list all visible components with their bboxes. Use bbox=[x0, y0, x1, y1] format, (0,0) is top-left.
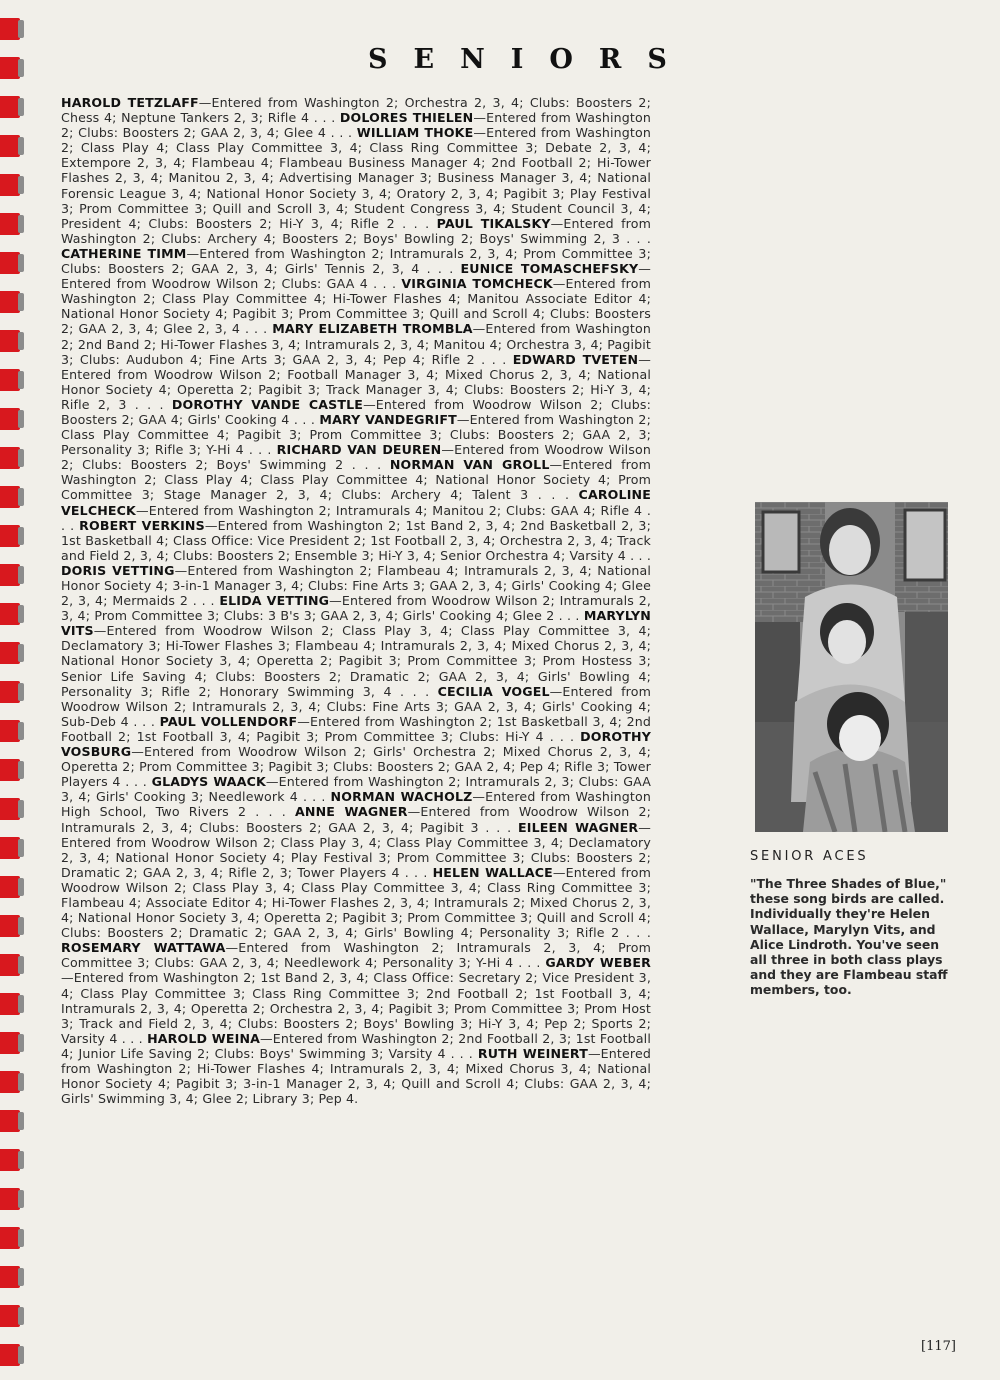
page-title: SENIORS bbox=[368, 44, 693, 75]
binding-tab bbox=[0, 369, 20, 391]
senior-name: GARDY WEBER bbox=[545, 955, 651, 971]
senior-activities: —Entered from Washington 2; Intramurals 2, 3, 4; Prom Committee 3; Clubs: GAA 2, 3, 4; Needlework 4; Personality 3; Y-Hi 4 bbox=[61, 940, 651, 971]
senior-name: VIRGINIA TOMCHECK bbox=[401, 276, 553, 292]
senior-activities: —Entered from Washington 2; Orchestra 2, 3, 4; Clubs: Boosters 2; Chess 4; Neptune Tankers 2, 3; Rifle 4 bbox=[61, 95, 651, 126]
senior-biographies: HAROLD TETZLAFF—Entered from Washington 2; Orchestra 2, 3, 4; Clubs: Boosters 2; Chess 4; Neptune Tankers 2, 3; Rifle 4 . . . DOLORES THIELEN—Entered from Washington 2; Clubs: Boosters 2; GAA 2, 3, 4; Glee 4 . . . WILLIAM THOKE—Entered from Washington 2; Class Play 4; Class Play Committee 3, 4; Class Ring Committee 3; Debate 2, 3, 4; Extempore 2, 3, 4; Flambeau 4; Flambeau Business Manager 4; 2nd Football 2; Hi-Tower Flashes 2, 3, 4; Manitou 2, 3, 4; Advertising Manager 3; Business Manager 3, 4; National Forensic League 3, 4; National Honor Society 3, 4; Oratory 2, 3, 4; Pagibit 3; Play Festival 3; Prom Committee 3; Quill and Scroll 3, 4; Student Congress 3, 4; Student Council 3, 4; President 4; Clubs: Boosters 2; Hi-Y 3, 4; Rifle 2 . . . PAUL TIKALSKY—Entered from Washington 2; Clubs: Archery 4; Boosters 2; Boys' Bowling 2; Boys' Swimming 2, 3 . . . CATHERINE TIMM—Entered from Washington 2; Intramurals 2, 3, 4; Prom Committee 3; Clubs: Boosters 2; GAA 2, 3, 4; Girls' Tennis 2, 3, 4 . . . EUNICE TOMASCHEFSKY—Entered from Woodrow Wilson 2; Clubs: GAA 4 . . . VIRGINIA TOMCHECK—Entered from Washington 2; Class Play Committee 4; Hi-Tower Flashes 4; Manitou Associate Editor 4; National Honor Society 4; Pagibit 3; Prom Committee 3; Quill and Scroll 4; Clubs: Boosters 2; GAA 2, 3, 4; Glee 2, 3, 4 . . . MARY ELIZABETH TROMBLA—Entered from Washington 2; 2nd Band 2; Hi-Tower Flashes 3, 4; Intramurals 2, 3, 4; Manitou 4; Orchestra 3, 4; Pagibit 3; Clubs: Audubon 4; Fine Arts 3; GAA 2, 3, 4; Pep 4; Rifle 2 . . . EDWARD TVETEN—Entered from Woodrow Wilson 2; Football Manager 3, 4; Mixed Chorus 2, 3, 4; National Honor Society 4; Operetta 2; Pagibit 3; Track Manager 3, 4; Clubs: Boosters 2; Hi-Y 3, 4; Rifle 2, 3 . . . DOROTHY VANDE CASTLE—Entered from Woodrow Wilson 2; Clubs: Boosters 2; GAA 4; Girls' Cooking 4 . . . MARY VANDEGRIFT—Entered from Washington 2; Class Play Committee 4; Pagibit 3; Prom Committee 3; Clubs: Boosters 2; GAA 2, 3; Personality 3; Rifle 3; Y-Hi 4 . . . RICHARD VAN DEUREN—Entered from Woodrow Wilson 2; Clubs: Boosters 2; Boys' Swimming 2 . . . NORMAN VAN GROLL—Entered from Washington 2; Class Play 4; Class Play Committee 4; National Honor Society 4; Prom Committee 3; Stage Manager 2, 3, 4; Clubs: Archery 4; Talent 3 . . . CAROLINE VELCHECK—Entered from Washington 2; Intramurals 4; Manitou 2; Clubs: GAA 4; Rifle 4 . . . ROBERT VERKINS—Entered from Washington 2; 1st Band 2, 3, 4; 2nd Basketball 2, 3; 1st Basketball 4; Class Office: Vice President 2; 1st Football 2, 3, 4; Orchestra 2, 3, 4; Track and Field 2, 3, 4; Clubs: Boosters 2; Ensemble 3; Hi-Y 3, 4; Senior Orchestra 4; Varsity 4 . . . DORIS VETTING—Entered from Washington 2; Flambeau 4; Intramurals 2, 3, 4; National Honor Society 4; 3-in-1 Manager 3, 4; Clubs: Fine Arts 3; GAA 2, 3, 4; Girls' Cooking 4; Glee 2, 3, 4; Mermaids 2 . . . ELIDA VETTING—Entered from Woodrow Wilson 2; Intramurals 2, 3, 4; Prom Committee 3; Clubs: 3 B's 3; GAA 2, 3, 4; Girls' Cooking 4; Glee 2 . . . MARYLYN VITS—Entered from Woodrow Wilson 2; Class Play 3, 4; Class Play Committee 3, 4; Declamatory 3; Hi-Tower Flashes 3; Flambeau 4; Intramurals 2, 3, 4; Mixed Chorus 2, 3, 4; National Honor Society 3, 4; Operetta 2; Pagibit 3; Prom Committee 3; Prom Hostess 3; Senior Life Saving 4; Clubs: Boosters 2; Dramatic 2; GAA 2, 3, 4; Girls' Bowling 4; Personality 3; Rifle 2; Honorary Swimming 3, 4 . . . CECILIA VOGEL—Entered from Woodrow Wilson 2; Intramurals 2, 3, 4; Clubs: Fine Arts 3; GAA 2, 3, 4; Girls' Cooking 4; Sub-Deb 4 . . . PAUL VOLLENDORF—Entered from Washington 2; 1st Basketball 3, 4; 2nd Football 2; 1st Football 3, 4; Pagibit 3; Prom Committee 3; Clubs: Hi-Y 4 . . . DOROTHY VOSBURG—Entered from Woodrow Wilson 2; Girls' Orchestra 2; Mixed Chorus 2, 3, 4; Operetta 2; Prom Committee 3; Pagibit 3; Clubs: Boosters 2; GAA 2, 4; Pep 4; Rifle 3; Tower Players 4 . . . GLADYS WAACK—Entered from Washington 2; Intramurals 2, 3; Clubs: GAA 3, 4; Girls' Cooking 3; Needlework 4 . . . NORMAN WACHOLZ—Entered from Washington High School, Two Rivers 2 . . . ANNE WAGNER—Entered from Woodrow Wilson 2; Intramurals 2, 3, 4; Clubs: Boosters 2; GAA 2, 3, 4; Pagibit 3 . . . EILEEN WAGNER—Entered from Woodrow Wilson 2; Class Play 3, 4; Class Play Committee 3, 4; Declamatory 2, 3, 4; National Honor Society 4; Play Festival 3; Prom Committee 3; Clubs: Boosters 2; Dramatic 2; GAA 2, 3, 4; Rifle 2, 3; Tower Players 4 . . . HELEN WALLACE—Entered from Woodrow Wilson 2; Class Play 3, 4; Class Play Committee 3, 4; Class Ring Committee 3; Flambeau 4; Associate Editor 4; Hi-Tower Flashes 2, 3, 4; Intramurals 2; Mixed Chorus 2, 3, 4; National Honor Society 3, 4; Operetta 2; Pagibit 3; Prom Committee 3; Quill and Scroll 4; Clubs: Boosters 2; Dramatic 2; GAA 2, 3, 4; Girls' Bowling 4; Personality 3; Rifle 2 . . . ROSEMARY WATTAWA—Entered from Washington 2; Intramurals 2, 3, 4; Prom Committee 3; Clubs: GAA 2, 3, 4; Needlework 4; Personality 3; Y-Hi 4 . . . GARDY WEBER—Entered from Washington 2; 1st Band 2, 3, 4; Class Office: Secretary 2; Vice President 3, 4; Class Play Committee 3; Class Ring Committee 3; 2nd Football 2; 1st Football 3, 4; Intramurals 2, 3, 4; Operetta 2; Orchestra 2, 3, 4; Pagibit 3; Prom Committee 3; Prom Host 3; Track and Field 2, 3, 4; Clubs: Boosters 2; Boys' Bowling 3; Hi-Y 3, 4; Pep 2; Sports 2; Varsity 4 . . . HAROLD WEINA—Entered from Washington 2; 2nd Football 2, 3; 1st Football 4; Junior Life Saving 2; Clubs: Boys' Swimming 3; Varsity 4 . . . RUTH WEINERT—Entered from Washington 2; Hi-Tower Flashes 4; Intramurals 2, 3, 4; Mixed Chorus 3, 4; National Honor Society 4; Pagibit 3; 3-in-1 Manager 2, 3, 4; Quill and Scroll 4; Clubs: GAA 2, 3, 4; Girls' Swimming 3, 4; Glee 2; Library 3; Pep 4. bbox=[61, 95, 652, 1107]
senior-activities: —Entered from Woodrow Wilson 2; Intramurals 2, 3, 4; Clubs: Fine Arts 3; GAA 2, 3, 4; Girls' Cooking 4; Sub-Deb 4 bbox=[61, 683, 652, 729]
binding-tab bbox=[0, 993, 20, 1015]
photo-caption-title: SENIOR ACES bbox=[750, 849, 869, 864]
binding-tab bbox=[0, 486, 20, 508]
binding-tab bbox=[0, 330, 20, 352]
senior-activities: —Entered from Woodrow Wilson 2; Clubs: GAA 4 bbox=[61, 261, 651, 292]
senior-activities: —Entered from Washington 2; Class Play Committee 4; Hi-Tower Flashes 4; Manitou Associate Editor 4; National Honor Society 4; Pagibit 3; Prom Committee 3; Quill and Scroll 4; Clubs: Boosters 2; GAA 2, 3, 4; Glee 2, 3, 4 bbox=[61, 276, 651, 337]
senior-activities: —Entered from Woodrow Wilson 2; Intramurals 2, 3, 4; Clubs: Boosters 2; GAA 2, 3, 4; Pagibit 3 bbox=[61, 804, 651, 835]
senior-activities: —Entered from Washington 2; Intramurals 2, 3, 4; Prom Committee 3; Clubs: Boosters 2; GAA 2, 3, 4; Girls' Tennis 2, 3, 4 bbox=[61, 245, 651, 277]
senior-name: HELEN WALLACE bbox=[432, 864, 553, 880]
binding-tab bbox=[0, 57, 20, 79]
senior-activities: —Entered from Washington 2; 1st Band 2, 3, 4; 2nd Basketball 2, 3; 1st Basketball 4; Class Office: Vice President 2; 1st Football 2, 3, 4; Orchestra 2, 3, 4; Track and Field 2, 3, 4; Clubs: Boosters 2; Ensemble 3; Hi-Y 3, 4; Senior Orchestra 4; Varsity 4 bbox=[61, 517, 651, 563]
senior-activities: —Entered from Woodrow Wilson 2; Football Manager 3, 4; Mixed Chorus 2, 3, 4; National Honor Society 4; Operetta 2; Pagibit 3; Track Manager 3, 4; Clubs: Boosters 2; Hi-Y 3, 4; Rifle 2, 3 bbox=[61, 351, 651, 412]
binding-tab bbox=[0, 174, 20, 196]
senior-name: EDWARD TVETEN bbox=[512, 351, 639, 367]
binding-tab bbox=[0, 720, 20, 742]
photo-image bbox=[755, 502, 948, 832]
binding-tab bbox=[0, 837, 20, 859]
binding-tab bbox=[0, 1227, 20, 1249]
binding-tab bbox=[0, 798, 20, 820]
binding-tab bbox=[0, 759, 20, 781]
senior-name: RUTH WEINERT bbox=[477, 1045, 588, 1061]
senior-name: GLADYS WAACK bbox=[151, 774, 266, 790]
binding-tab bbox=[0, 525, 20, 547]
binding-tab bbox=[0, 213, 20, 235]
senior-name: DOROTHY VANDE CASTLE bbox=[171, 396, 364, 412]
senior-name: ROSEMARY WATTAWA bbox=[61, 940, 226, 956]
senior-activities: —Entered from Washington 2; Flambeau 4; Intramurals 2, 3, 4; National Honor Society 4; 3-in-1 Manager 3, 4; Clubs: Fine Arts 3; GAA 2, 3, 4; Girls' Cooking 4; Glee 2, 3, 4; Mermaids 2 bbox=[61, 562, 651, 609]
binding-tab bbox=[0, 1266, 20, 1288]
senior-activities: —Entered from Washington 2; Intramurals 4; Manitou 2; Clubs: GAA 4; Rifle 4 bbox=[135, 502, 643, 518]
binding-tab bbox=[0, 1149, 20, 1171]
senior-name: PAUL VOLLENDORF bbox=[159, 713, 298, 729]
senior-name: ELIDA VETTING bbox=[219, 593, 330, 609]
senior-name: CATHERINE TIMM bbox=[61, 245, 187, 261]
senior-activities: —Entered from Washington 2; 1st Basketball 3, 4; 2nd Football 2; 1st Football 3, 4; Pagibit 3; Prom Committee 3; Clubs: Hi-Y 4 bbox=[61, 713, 652, 744]
senior-aces-photo bbox=[755, 502, 948, 832]
senior-activities: —Entered from Woodrow Wilson 2; Girls' Orchestra 2; Mixed Chorus 2, 3, 4; Operetta 2; Prom Committee 3; Pagibit 3; Clubs: Boosters 2; GAA 2, 4; Pep 4; Rifle 3; Tower Players 4 bbox=[61, 744, 651, 790]
senior-name: HAROLD WEINA bbox=[147, 1030, 261, 1046]
binding-tab bbox=[0, 291, 20, 313]
senior-name: ANNE WAGNER bbox=[295, 804, 408, 820]
senior-name: MARYLYN VITS bbox=[61, 608, 651, 639]
binding-tab bbox=[0, 603, 20, 625]
senior-name: DOROTHY VOSBURG bbox=[61, 728, 651, 760]
senior-activities: —Entered from Washington 2; Class Play 4; Class Play Committee 4; National Honor Society 4; Prom Committee 3; Stage Manager 2, 3, 4; Clubs: Archery 4; Talent 3 bbox=[61, 457, 651, 503]
senior-activities: —Entered from Washington 2; Hi-Tower Flashes 4; Intramurals 2, 3, 4; Mixed Chorus 3, 4; National Honor Society 4; Pagibit 3; 3-in-1 Manager 2, 3, 4; Quill and Scroll 4; Clubs: GAA 2, 3, 4; Girls' Swimming 3, 4; Glee 2; Library 3; Pep 4. bbox=[61, 1045, 651, 1107]
senior-activities: —Entered from Washington 2; Intramurals 2, 3; Clubs: GAA 3, 4; Girls' Cooking 3; Needlework 4 bbox=[61, 774, 651, 805]
senior-activities: —Entered from Washington 2; Clubs: Archery 4; Boosters 2; Boys' Bowling 2; Boys' Swimming 2, 3 bbox=[61, 215, 652, 246]
binding-tab bbox=[0, 564, 20, 586]
binding-tab bbox=[0, 1305, 20, 1327]
senior-activities: —Entered from Washington 2; 1st Band 2, 3, 4; Class Office: Secretary 2; Vice President 3, 4; Class Play Committee 3; Class Ring Committee 3; 2nd Football 2; 1st Football 3, 4; Intramurals 2, 3, 4; Operetta 2; Orchestra 2, 3, 4; Pagibit 3; Prom Committee 3; Prom Host 3; Track and Field 2, 3, 4; Clubs: Boosters 2; Boys' Bowling 3; Hi-Y 3, 4; Pep 2; Sports 2; Varsity 4 bbox=[61, 970, 651, 1046]
binding-tab bbox=[0, 681, 20, 703]
senior-activities: —Entered from Woodrow Wilson 2; Class Play 3, 4; Class Play Committee 3, 4; Declamatory 3; Hi-Tower Flashes 3; Flambeau 4; Intramurals 2, 3, 4; Mixed Chorus 2, 3, 4; National Honor Society 3, 4; Operetta 2; Pagibit 3; Prom Committee 3; Prom Hostess 3; Senior Life Saving 4; Clubs: Boosters 2; Dramatic 2; GAA 2, 3, 4; Girls' Bowling 4; Personality 3; Rifle 2; Honorary Swimming 3, 4 bbox=[61, 623, 651, 699]
binding-tab bbox=[0, 642, 20, 664]
page-number: [117] bbox=[921, 1339, 956, 1354]
senior-name: NORMAN VAN GROLL bbox=[389, 457, 550, 473]
binding-tab bbox=[0, 876, 20, 898]
binding-tab bbox=[0, 1188, 20, 1210]
senior-activities: —Entered from Washington 2; Clubs: Boosters 2; GAA 2, 3, 4; Glee 4 bbox=[61, 110, 651, 141]
senior-activities: —Entered from Woodrow Wilson 2; Clubs: Boosters 2; GAA 4; Girls' Cooking 4 bbox=[61, 396, 651, 427]
senior-activities: —Entered from Woodrow Wilson 2; Class Play 3, 4; Class Play Committee 3, 4; Declamatory 2, 3, 4; National Honor Society 4; Play Festival 3; Prom Committee 3; Clubs: Boosters 2; Dramatic 2; GAA 2, 3, 4; Rifle 2, 3; Tower Players 4 bbox=[61, 819, 651, 880]
binding-tab bbox=[0, 252, 20, 274]
senior-name: NORMAN WACHOLZ bbox=[330, 789, 473, 805]
senior-name: ROBERT VERKINS bbox=[79, 517, 205, 533]
senior-name: RICHARD VAN DEUREN bbox=[276, 442, 442, 458]
senior-name: CECILIA VOGEL bbox=[437, 683, 550, 699]
binding-tab bbox=[0, 408, 20, 430]
senior-activities: —Entered from Woodrow Wilson 2; Class Play 3, 4; Class Play Committee 3, 4; Class Ring Committee 3; Flambeau 4; Associate Editor 4; Hi-Tower Flashes 2, 3, 4; Intramurals 2; Mixed Chorus 2, 3, 4; National Honor Society 3, 4; Operetta 2; Pagibit 3; Prom Committee 3; Quill and Scroll 4; Clubs: Boosters 2; Dramatic 2; GAA 2, 3, 4; Girls' Bowling 4; Personality 3; Rifle 2 bbox=[61, 864, 652, 941]
photo-caption-text: "The Three Shades of Blue," these song birds are called. Individually they're Helen Wallace, Marylyn Vits, and Alice Lindroth. You've seen all three in both class plays and they are Flambeau staff members, too. bbox=[750, 876, 948, 998]
senior-name: DOLORES THIELEN bbox=[339, 110, 474, 126]
spiral-binding bbox=[0, 0, 26, 1380]
senior-name: EUNICE TOMASCHEFSKY bbox=[460, 261, 639, 277]
binding-tab bbox=[0, 96, 20, 118]
binding-tab bbox=[0, 1110, 20, 1132]
binding-tab bbox=[0, 1032, 20, 1054]
senior-name: CAROLINE VELCHECK bbox=[61, 487, 651, 518]
senior-name: WILLIAM THOKE bbox=[356, 125, 474, 141]
senior-name: PAUL TIKALSKY bbox=[436, 215, 551, 231]
senior-activities: —Entered from Washington High School, Two Rivers 2 bbox=[61, 789, 651, 820]
senior-activities: —Entered from Washington 2; Class Play Committee 4; Pagibit 3; Prom Committee 3; Clubs: Boosters 2; GAA 2, 3; Personality 3; Rifle 3; Y-Hi 4 bbox=[61, 411, 651, 458]
binding-tab bbox=[0, 1071, 20, 1093]
senior-name: DORIS VETTING bbox=[61, 562, 175, 578]
binding-tab bbox=[0, 954, 20, 976]
senior-name: HAROLD TETZLAFF bbox=[61, 95, 199, 110]
binding-tab bbox=[0, 1344, 20, 1366]
senior-activities: —Entered from Washington 2; 2nd Band 2; Hi-Tower Flashes 3, 4; Intramurals 2, 3, 4; Manitou 4; Orchestra 3, 4; Pagibit 3; Clubs: Audubon 4; Fine Arts 3; GAA 2, 3, 4; Pep 4; Rifle 2 bbox=[61, 321, 651, 367]
binding-tab bbox=[0, 915, 20, 937]
senior-name: EILEEN WAGNER bbox=[518, 819, 639, 835]
senior-activities: —Entered from Washington 2; Class Play 4; Class Play Committee 3, 4; Class Ring Committee 3; Debate 2, 3, 4; Extempore 2, 3, 4; Flambeau 4; Flambeau Business Manager 4; 2nd Football 2; Hi-Tower Flashes 2, 3, 4; Manitou 2, 3, 4; Advertising Manager 3; Business Manager 3, 4; National Forensic League 3, 4; National Honor Society 3, 4; Oratory 2, 3, 4; Pagibit 3; Play Festival 3; Prom Committee 3; Quill and Scroll 3, 4; Student Congress 3, 4; Student Council 3, 4; President 4; Clubs: Boosters 2; Hi-Y 3, 4; Rifle 2 bbox=[61, 125, 651, 231]
senior-activities: —Entered from Washington 2; 2nd Football 2, 3; 1st Football 4; Junior Life Saving 2; Clubs: Boys' Swimming 3; Varsity 4 bbox=[61, 1030, 651, 1061]
senior-name: MARY ELIZABETH TROMBLA bbox=[272, 321, 473, 337]
senior-activities: —Entered from Woodrow Wilson 2; Intramurals 2, 3, 4; Prom Committee 3; Clubs: 3 B's 3; GAA 2, 3, 4; Girls' Cooking 4; Glee 2 bbox=[61, 593, 652, 624]
senior-name: MARY VANDEGRIFT bbox=[319, 411, 457, 427]
binding-tab bbox=[0, 135, 20, 157]
binding-tab bbox=[0, 447, 20, 469]
senior-activities: —Entered from Woodrow Wilson 2; Clubs: Boosters 2; Boys' Swimming 2 bbox=[61, 442, 651, 473]
binding-tab bbox=[0, 18, 20, 40]
